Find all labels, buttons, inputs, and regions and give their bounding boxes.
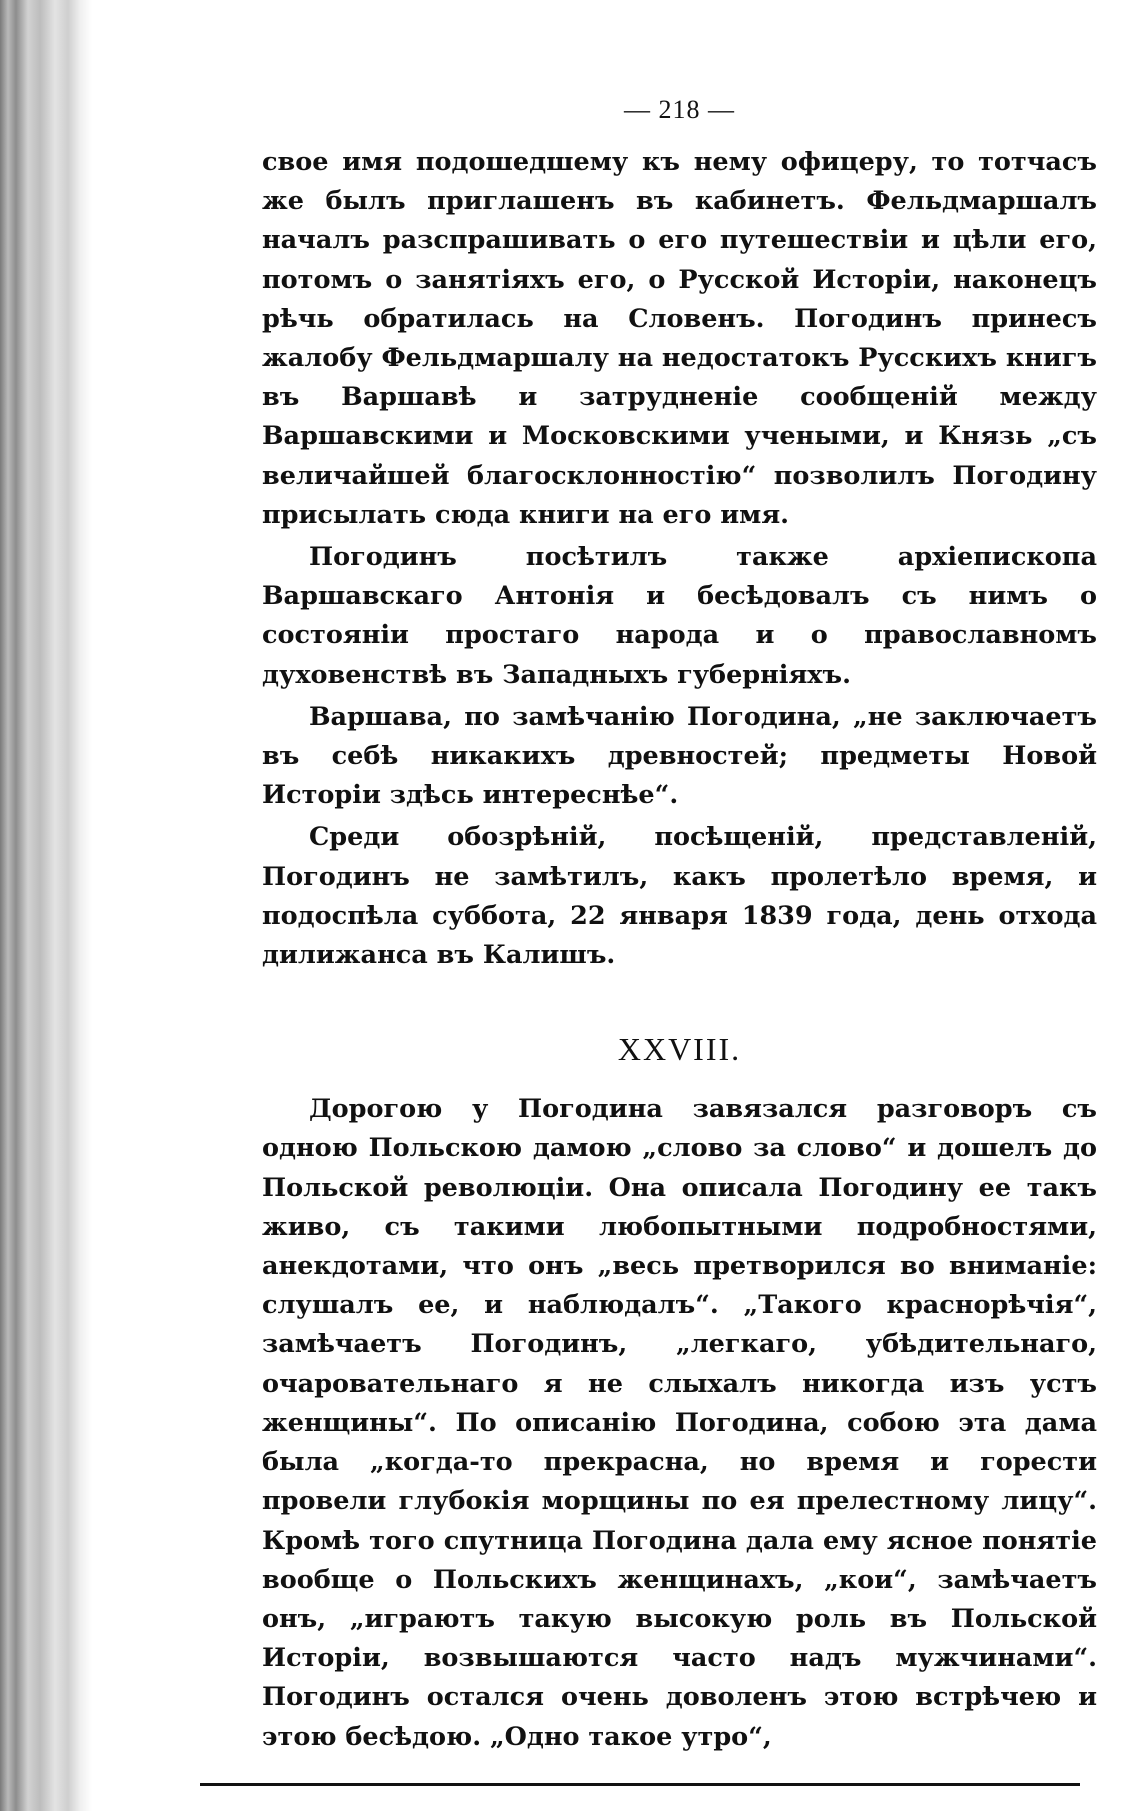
paragraph-3: Варшава, по замѣчанію Погодина, „не заключаетъ въ себѣ никакихъ древностей; предметы Новой Исторіи здѣсь интереснѣе“. bbox=[262, 701, 1097, 811]
paragraph-1: свое имя подошедшему къ нему офицеру, то тотчасъ же былъ приглашенъ въ кабинетъ. Фельдмаршалъ началъ разспрашивать о его путешествіи и цѣли его, потомъ о занятіяхъ его, о Русской Исторіи, наконецъ рѣчь обратилась на Словенъ. Погодинъ принесъ жалобу Фельдмаршалу на недостатокъ Русскихъ книгъ въ Варшавѣ и затрудненіе сообщеній между Варшавскими и Московскими учеными, и Князь „съ величайшей благосклонностію“ позволилъ Погодину присылать сюда книги на его имя. bbox=[262, 147, 1097, 530]
paragraph-4: Среди обозрѣній, посѣщеній, представленій, Погодинъ не замѣтилъ, какъ пролетѣло время, и подоспѣла суббота, 22 января 1839 года, день отхода дилижанса въ Калишъ. bbox=[262, 822, 1097, 971]
book-spine-shadow bbox=[0, 0, 92, 1811]
book-page bbox=[262, 95, 1097, 1757]
page-number: — 218 — bbox=[624, 95, 735, 124]
chapter-heading: XXVIII. bbox=[617, 1031, 742, 1068]
paragraph-2: Погодинъ посѣтилъ также архіепископа Варшавскаго Антонія и бесѣдовалъ съ нимъ о состояніи простаго народа и о православномъ духовенствѣ въ Западныхъ губерніяхъ. bbox=[262, 542, 1097, 690]
paragraph-5: Дорогою у Погодина завязался разговоръ съ одною Польскою дамою „слово за слово“ и дошелъ до Польской революціи. Она описала Погодину ее такъ живо, съ такими любопытными подробностями, анекдотами, что онъ „весь претворился во вниманіе: слушалъ ее, и наблюдалъ“. „Такого краснорѣчія“, замѣчаетъ Погодинъ, „легкаго, убѣдительнаго, очаровательнаго я не слыхалъ никогда изъ устъ женщины“. По описанію Погодина, собою эта дама была „когда-то прекрасна, но время и горести провели глубокія морщины по ея прелестному лицу“. Кромѣ того спутница Погодина дала ему ясное понятіе вообще о Польскихъ женщинахъ, „кои“, замѣчаетъ онъ, „играютъ такую высокую роль въ Польской Исторіи, возвышаются часто надъ мужчинами“. Погодинъ остался очень доволенъ этою встрѣчею и этою бесѣдою. „Одно такое утро“, bbox=[262, 1094, 1097, 1752]
page-bottom-rule bbox=[200, 1783, 1080, 1786]
